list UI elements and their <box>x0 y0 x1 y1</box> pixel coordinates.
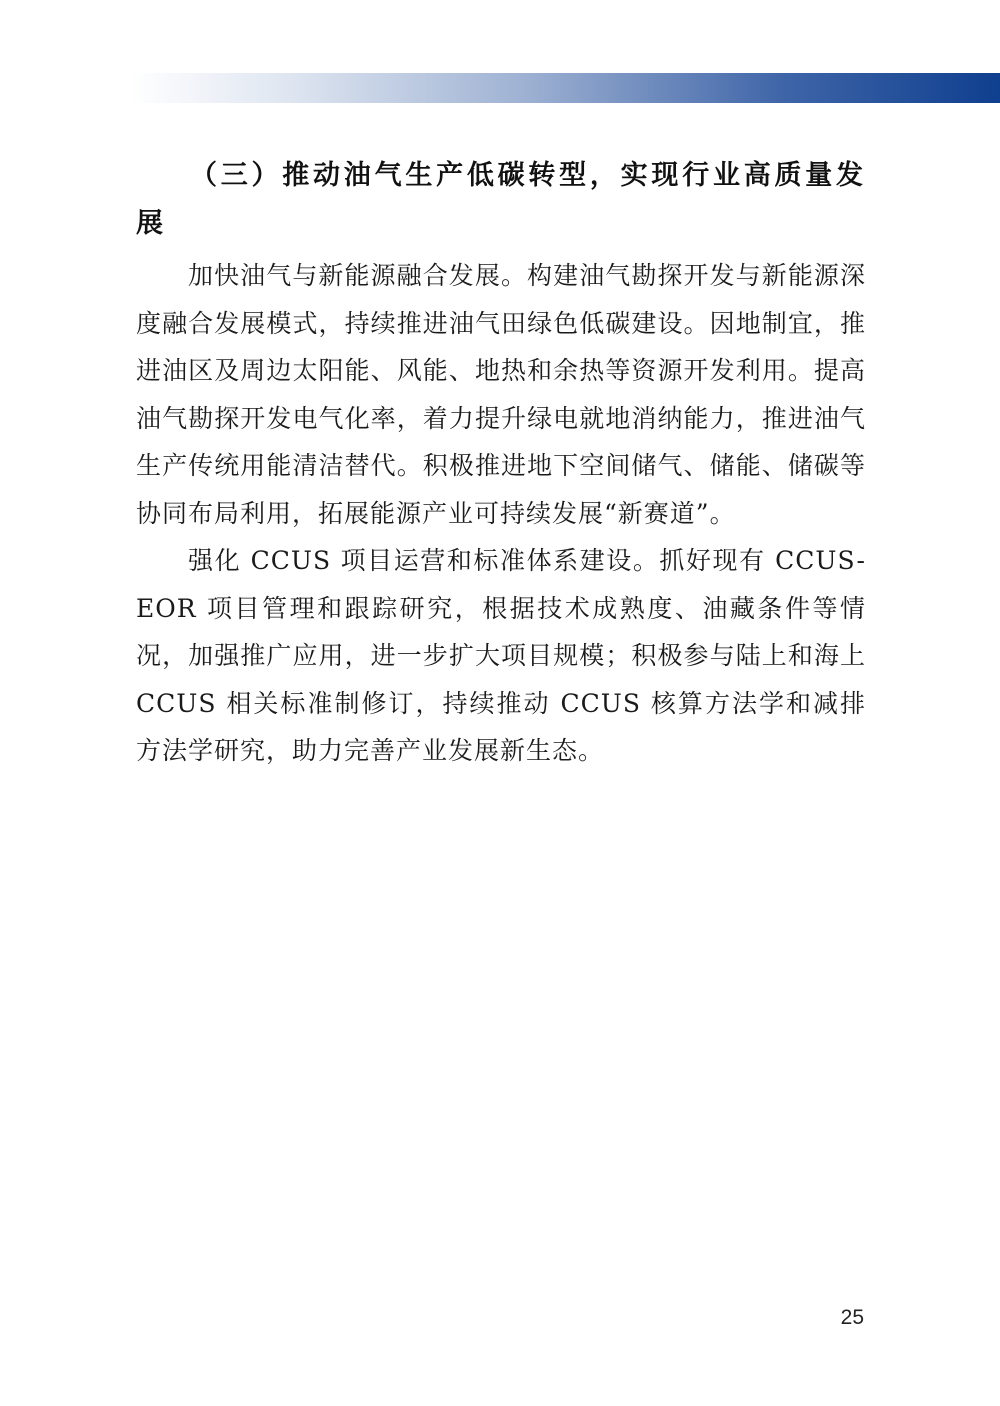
page-content <box>136 152 866 775</box>
paragraph-1: 加快油气与新能源融合发展。构建油气勘探开发与新能源深度融合发展模式，持续推进油气田绿色低碳建设。因地制宜，推进油区及周边太阳能、风能、地热和余热等资源开发利用。提高油气勘探开发电气化率，着力提升绿电就地消纳能力，推进油气生产传统用能清洁替代。积极推进地下空间储气、储能、储碳等协同布局利用，拓展能源产业可持续发展“新赛道”。 <box>136 261 866 528</box>
section-heading: （三）推动油气生产低碳转型，实现行业高质量发展 <box>136 160 866 239</box>
page-number: 25 <box>840 1306 864 1329</box>
header-gradient-band <box>130 73 1000 103</box>
paragraph-2: 强化 CCUS 项目运营和标准体系建设。抓好现有 CCUS-EOR 项目管理和跟踪研究，根据技术成熟度、油藏条件等情况，加强推广应用，进一步扩大项目规模；积极参与陆上和海上 CCUS 相关标准制修订，持续推动 CCUS 核算方法学和减排方法学研究，助力完善产业发展新生态。 <box>136 546 866 765</box>
